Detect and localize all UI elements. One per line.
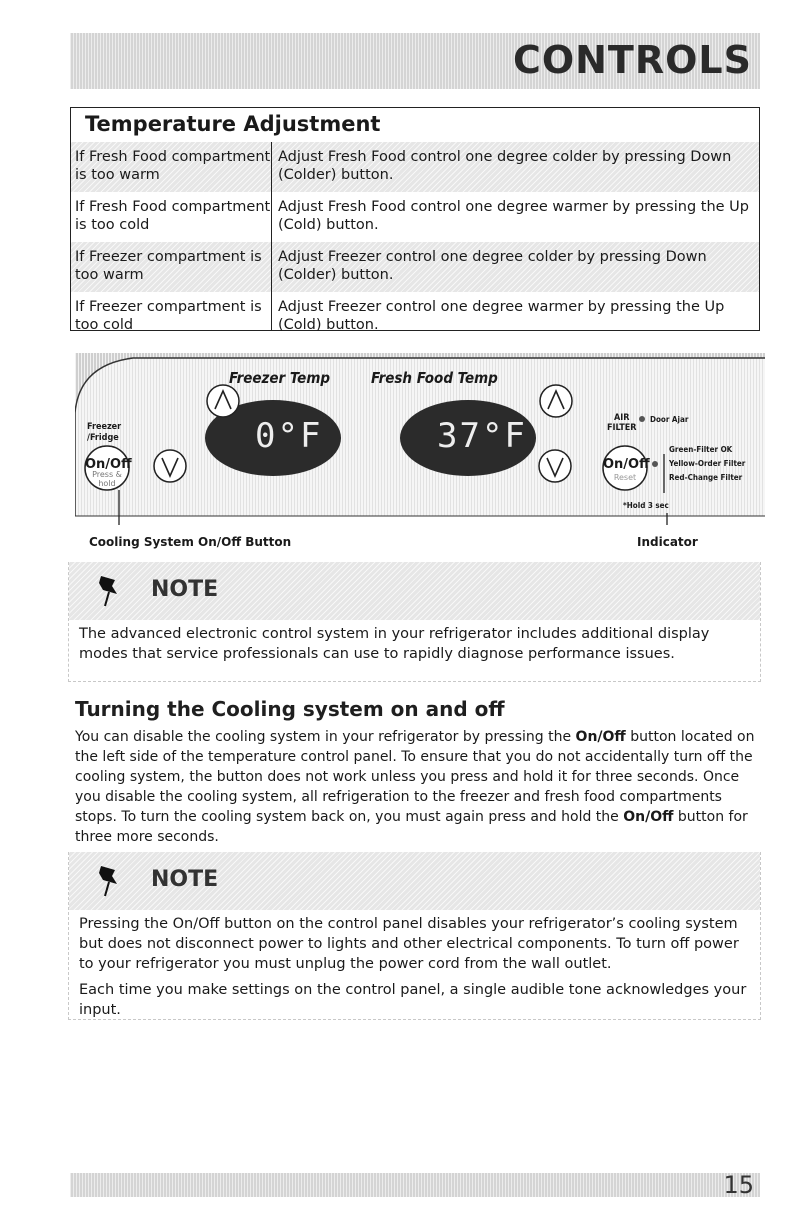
- control-panel-illustration: [75, 353, 765, 549]
- page-number: 15: [723, 1171, 754, 1199]
- fresh-food-display-value: 37°F: [437, 416, 527, 456]
- fresh-food-up-button[interactable]: [540, 385, 572, 417]
- note-box: [68, 562, 761, 682]
- freezer-fridge-label-line: Freezer: [87, 422, 122, 432]
- row-action: Adjust Fresh Food control one degree colder by pressing Down (Colder) button.: [278, 149, 732, 183]
- door-ajar-label: Door Ajar: [650, 415, 689, 424]
- cooling-button-caption: Cooling System On/Off Button: [89, 535, 292, 549]
- air-label: AIR: [614, 413, 630, 423]
- table-row: [71, 292, 759, 333]
- row-action: Adjust Freezer control one degree warmer by pressing the Up (Cold) button.: [278, 299, 725, 333]
- air-filter-label: [607, 413, 637, 433]
- note-header: [69, 852, 760, 910]
- red-filter-label: Red-Change Filter: [669, 473, 743, 482]
- note-body: [69, 910, 760, 1032]
- table-row: [71, 242, 759, 292]
- cooling-onoff-button-label: On/Off: [85, 457, 132, 472]
- filter-indicator-icon: [652, 461, 658, 467]
- row-condition: If Freezer compartment is too warm: [71, 242, 272, 292]
- pushpin-icon: [95, 864, 123, 898]
- row-condition: If Fresh Food compartment is too cold: [71, 192, 272, 242]
- freezer-up-button[interactable]: [207, 385, 239, 417]
- section-text: button for three more seconds.: [75, 809, 748, 845]
- cooling-onoff-button-sub: [85, 470, 129, 488]
- filter-reset-label: Reset: [613, 473, 637, 482]
- note-box: [68, 852, 761, 1020]
- section-heading: Turning the Cooling system on and off: [75, 697, 505, 721]
- note-title: NOTE: [151, 867, 219, 892]
- freezer-display-value: 0°F: [255, 416, 323, 456]
- table-row: [71, 142, 759, 192]
- note-header: [69, 562, 760, 620]
- table-title: Temperature Adjustment: [85, 112, 381, 136]
- yellow-filter-label: Yellow-Order Filter: [669, 459, 746, 468]
- freezer-fridge-label-line: /Fridge: [87, 433, 119, 443]
- freezer-temp-label: Freezer Temp: [229, 369, 331, 387]
- onoff-emphasis: On/Off: [575, 729, 626, 745]
- hold-three-seconds-note: *Hold 3 sec: [623, 501, 669, 510]
- section-text: button located on the left side of the temperature control panel. To ensure that you do not accidentally turn off the cooling system, the button does not work unless you press and hold it for three seconds. Once you disable the cooling system, all refrigeration to the freezer and fresh food compartments stops. To turn the cooling system back on, you must again press and hold the: [75, 729, 755, 825]
- row-action: Adjust Fresh Food control one degree warmer by pressing the Up (Cold) button.: [278, 199, 749, 233]
- fresh-food-temp-label: Fresh Food Temp: [371, 369, 498, 387]
- press-hold-line: Press &: [92, 470, 122, 479]
- section-text: You can disable the cooling system in your refrigerator by pressing the: [75, 729, 576, 745]
- note-title: NOTE: [151, 577, 219, 602]
- footer-bar: [70, 1173, 760, 1197]
- header-bar: [70, 33, 760, 89]
- filter-label: FILTER: [607, 423, 637, 433]
- filter-onoff-button-label: On/Off: [603, 457, 650, 472]
- press-hold-line: hold: [98, 479, 116, 488]
- note-text: Pressing the On/Off button on the control panel disables your refrigerator’s cooling system but does not disconnect power to lights and other electrical components. To turn off power to your refrigerator you must unplug the power cord from the wall outlet.: [79, 916, 739, 972]
- indicator-caption: Indicator: [637, 535, 698, 549]
- freezer-down-button[interactable]: [154, 450, 186, 482]
- page-title: CONTROLS: [512, 38, 752, 82]
- note-text: The advanced electronic control system in your refrigerator includes additional display modes that service professionals can use to rapidly diagnose performance issues.: [79, 626, 710, 662]
- section-body: [75, 727, 755, 847]
- green-filter-label: Green-Filter OK: [669, 445, 733, 454]
- onoff-emphasis: On/Off: [623, 809, 674, 825]
- note-text: Each time you make settings on the control panel, a single audible tone acknowledges your input.: [79, 982, 747, 1018]
- fresh-food-down-button[interactable]: [539, 450, 571, 482]
- row-condition: If Freezer compartment is too cold: [71, 292, 272, 330]
- door-ajar-indicator-icon: [639, 416, 645, 422]
- pushpin-icon: [95, 574, 123, 608]
- note-body: [69, 620, 760, 676]
- row-action: Adjust Freezer control one degree colder by pressing Down (Colder) button.: [278, 249, 707, 283]
- row-condition: If Fresh Food compartment is too warm: [71, 142, 272, 192]
- temperature-adjustment-table: [70, 107, 760, 331]
- table-row: [71, 192, 759, 242]
- freezer-fridge-label: [87, 422, 121, 444]
